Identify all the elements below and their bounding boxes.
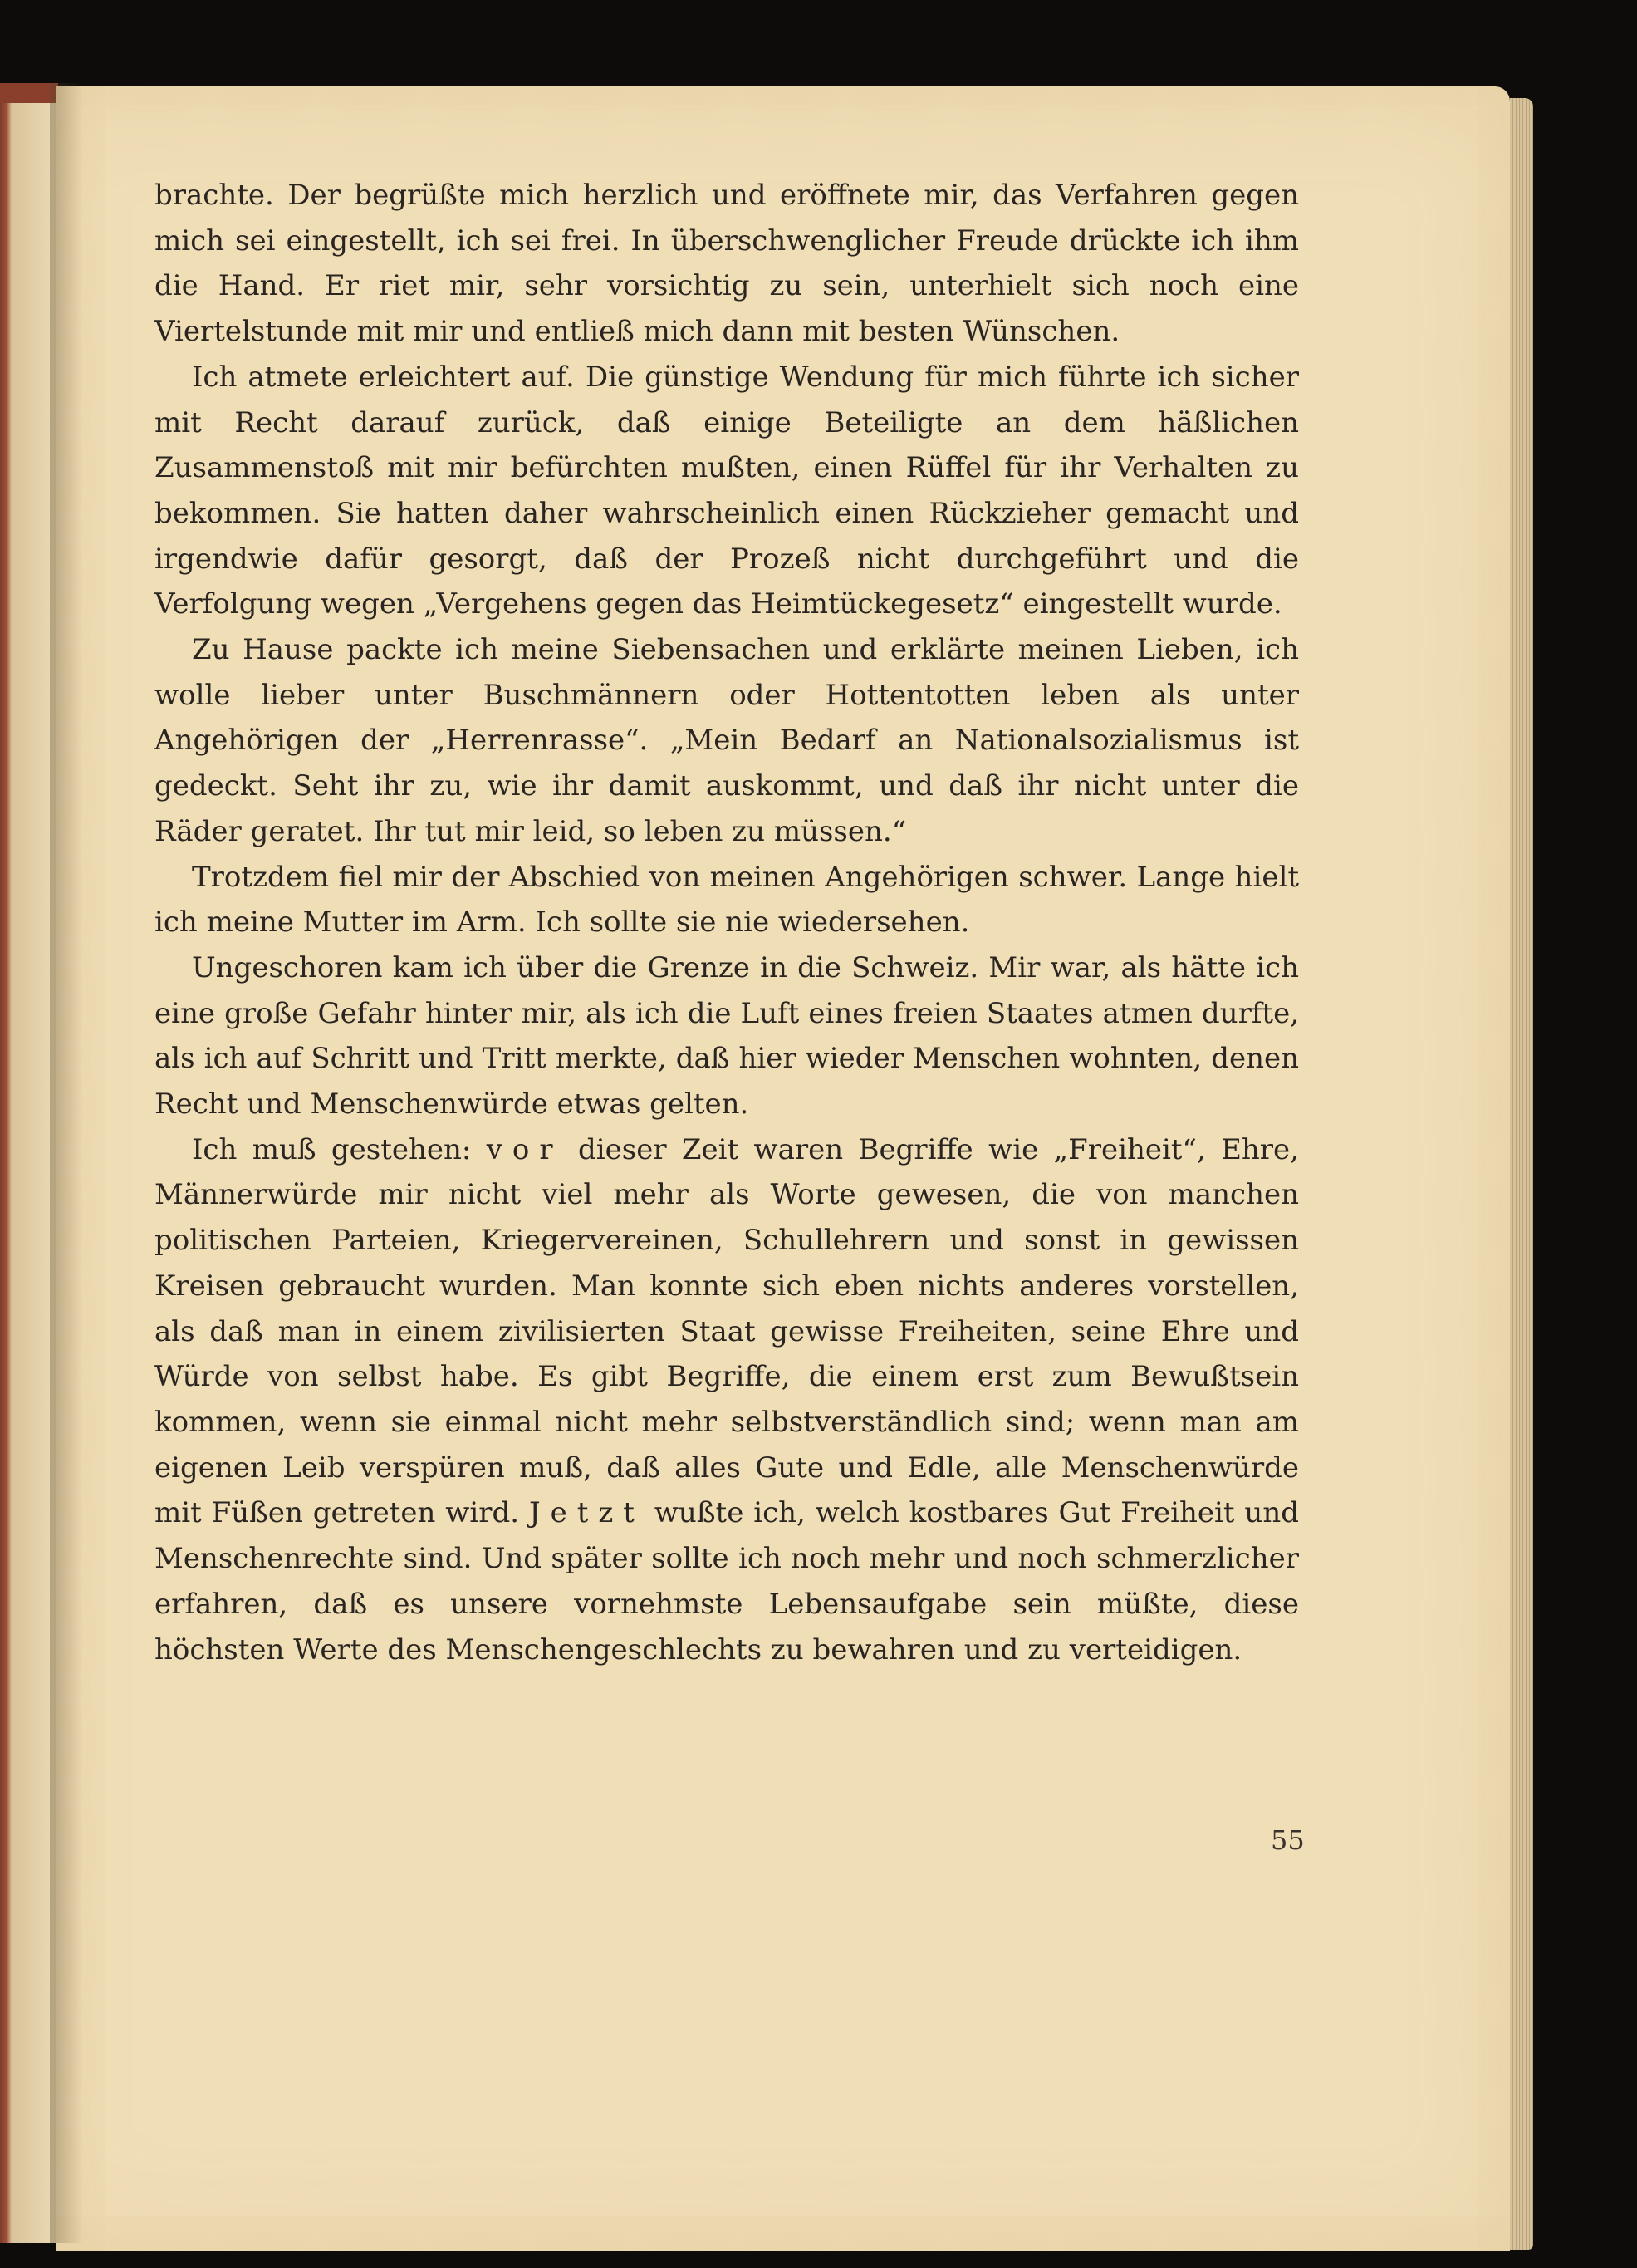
paragraph: Zu Hause packte ich meine Siebensachen und erklärte meinen Lieben, ich wolle lieber unter Buschmännern oder Hottentotten leben als unter Angehörigen der „Herrenrasse“. „Mein Bedarf an Nationalsozialismus ist gedeckt. Seht ihr zu, wie ihr damit auskommt, und daß ihr nicht unter die Räder geratet. Ihr tut mir leid, so leben zu müssen.“ <box>154 633 1299 848</box>
paragraph <box>154 1127 1299 1672</box>
paragraph-text: Ich muß gestehen: <box>192 1132 487 1166</box>
spine-shadow <box>50 83 83 2243</box>
spaced-word: Jetzt <box>528 1496 645 1530</box>
paragraph-text: wußte ich, welch kostbares Gut Freiheit und Menschenrechte sind. Und später sollte ich noch mehr und noch schmerzlicher erfahren, daß es unsere vornehmste Lebensaufgabe sein müßte, diese höchsten Werte des Menschengeschlechts zu bewahren und zu verteidigen. <box>154 1496 1299 1667</box>
paragraph: Trotzdem fiel mir der Abschied von meinen Angehörigen schwer. Lange hielt ich meine Mutter im Arm. Ich sollte sie nie wiedersehen. <box>154 860 1299 940</box>
spaced-word: vor <box>486 1132 563 1166</box>
paragraph: Ungeschoren kam ich über die Grenze in die Schweiz. Mir war, als hätte ich eine große Gefahr hinter mir, als ich die Luft eines freien Staates atmen durfte, als ich auf Schritt und Tritt merkte, daß hier wieder Menschen wohnten, denen Recht und Menschenwürde etwas gelten. <box>154 950 1299 1122</box>
page-stack-edge <box>1510 98 1533 2250</box>
paragraph-text: dieser Zeit waren Begriffe wie „Freiheit“, Ehre, Männerwürde mir nicht viel mehr als Worte gewesen, die von manchen politischen Parteien, Kriegervereinen, Schullehrern und sonst in gewissen Kreisen gebraucht wurden. Man konnte sich eben nichts anderes vorstellen, als daß man in einem zivilisierten Staat gewisse Freiheiten, seine Ehre und Würde von selbst habe. Es gibt Begriffe, die einem erst zum Bewußtsein kommen, wenn sie einmal nicht mehr selbstverständlich sind; wenn man am eigenen Leib verspüren muß, daß alles Gute und Edle, alle Menschenwürde mit Füßen getreten wird. <box>154 1132 1299 1530</box>
paragraph: brachte. Der begrüßte mich herzlich und eröffnete mir, das Verfahren gegen mich sei eingestellt, ich sei frei. In überschwenglicher Freude drückte ich ihm die Hand. Er riet mir, sehr vorsichtig zu sein, unterhielt sich noch eine Viertelstunde mit mir und entließ mich dann mit besten Wünschen. <box>154 179 1299 349</box>
body-text <box>154 173 1299 1672</box>
paragraph: Ich atmete erleichtert auf. Die günstige Wendung für mich führte ich sicher mit Recht darauf zurück, daß einige Beteiligte an dem häßlichen Zusammenstoß mit mir befürchten mußten, einen Rüffel für ihr Verhalten zu bekommen. Sie hatten daher wahrscheinlich einen Rückzieher gemacht und irgendwie dafür gesorgt, daß der Prozeß nicht durchgeführt und die Verfolgung wegen „Vergehens gegen das Heimtückegesetz“ eingestellt wurde. <box>154 360 1299 621</box>
page-number: 55 <box>1271 1824 1305 1856</box>
